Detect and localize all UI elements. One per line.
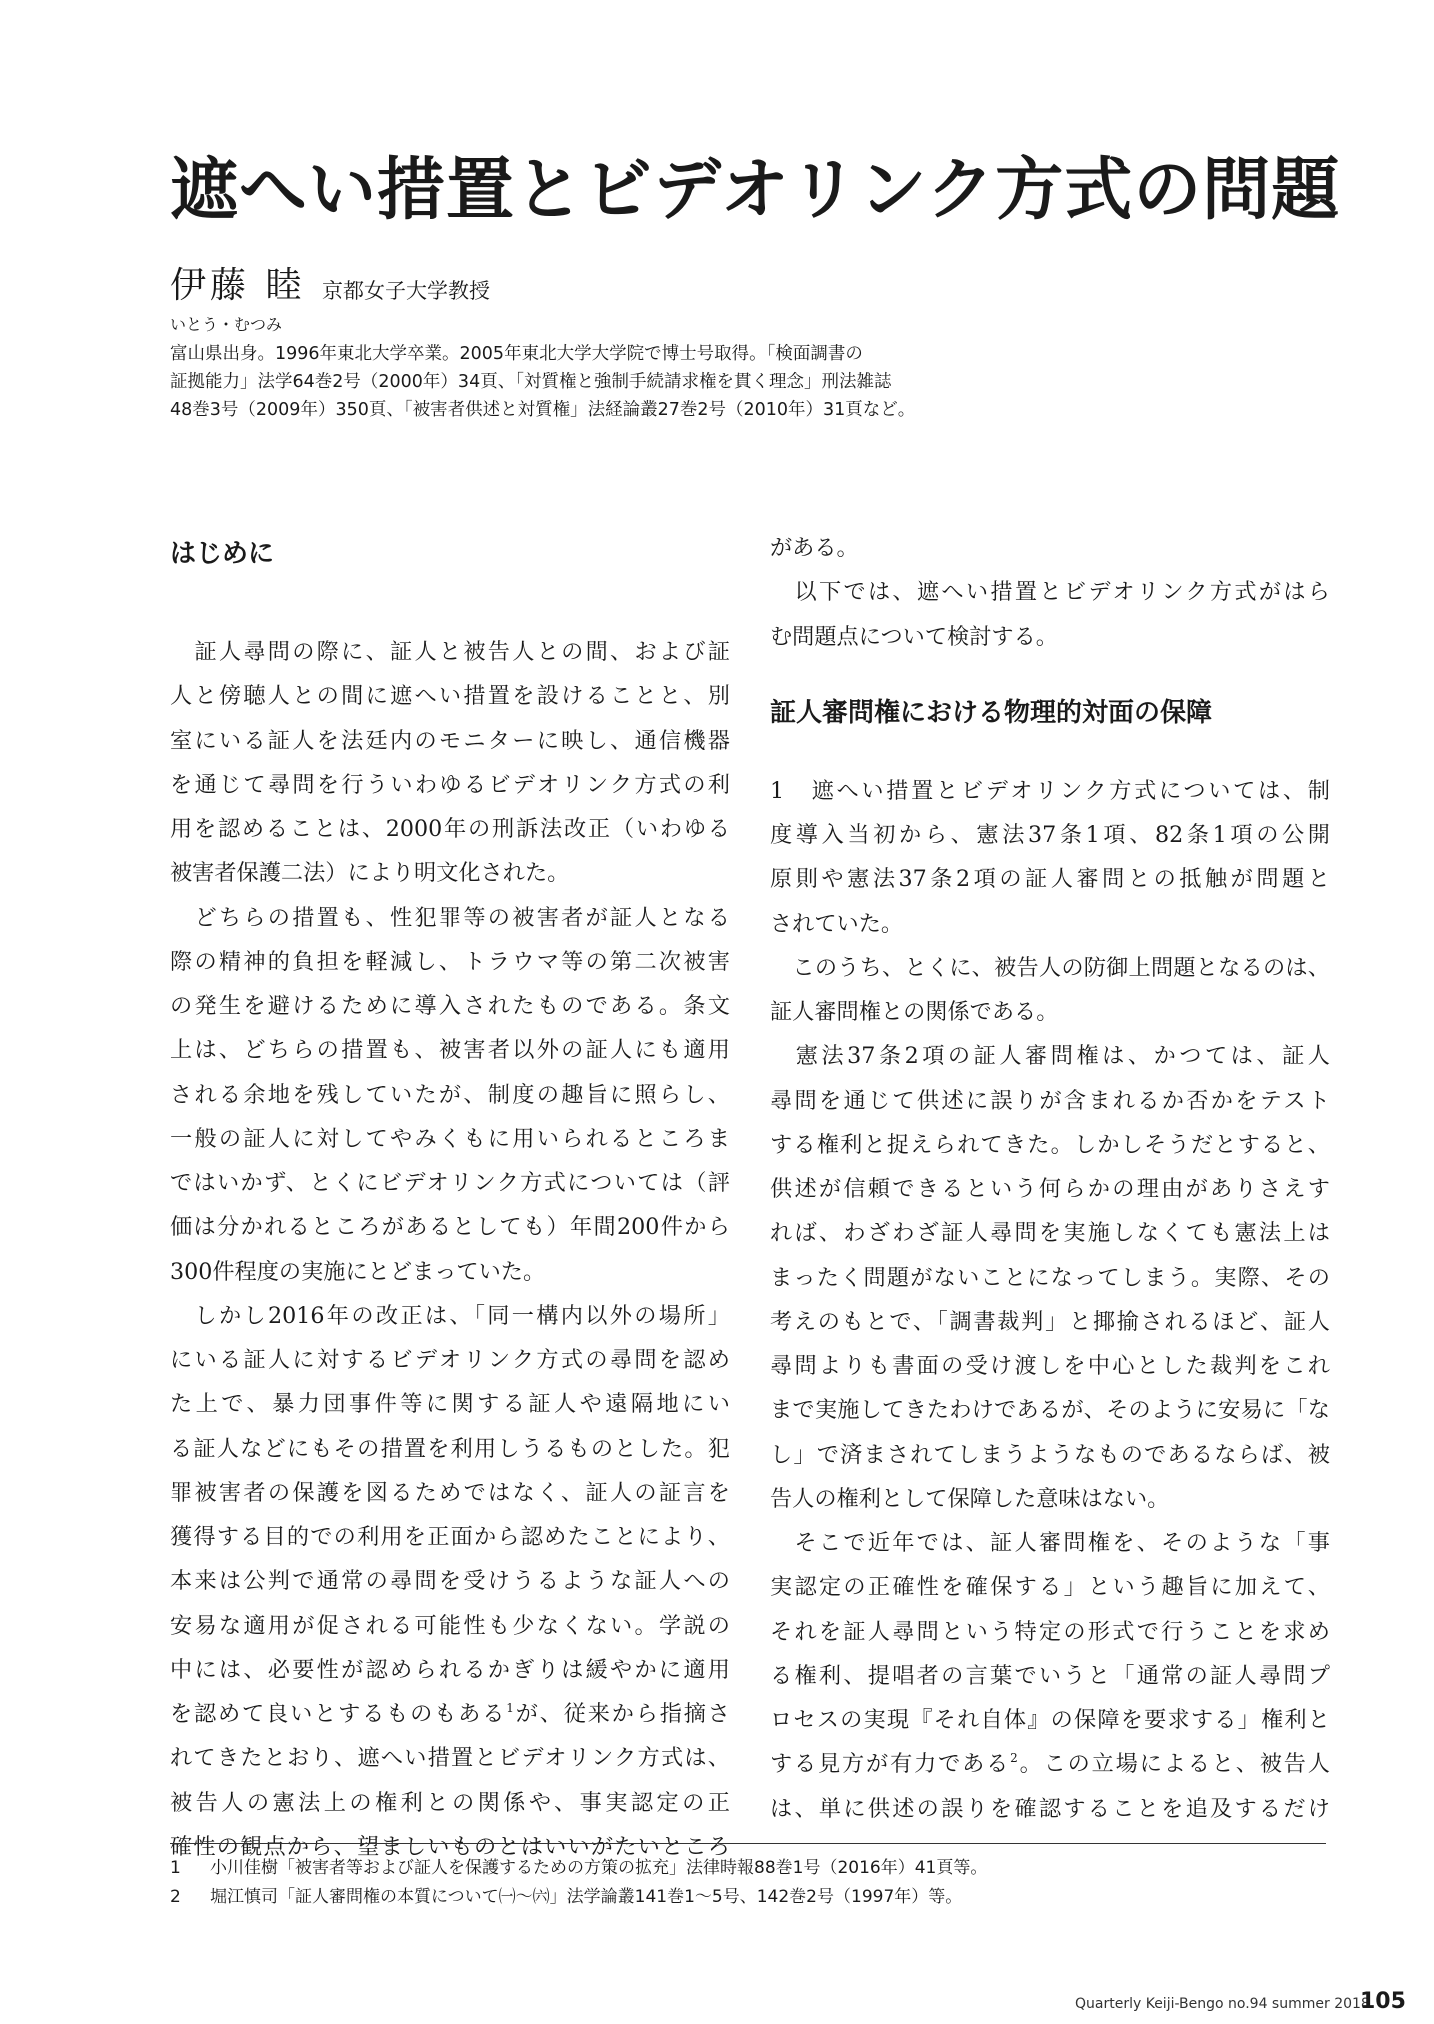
text-line: しかし2016年の改正は、「同一構内以外の場所」 (170, 1302, 730, 1329)
footnote-2 (170, 1883, 1326, 1912)
text-line: 300件程度の実施にとどまっていた。 (170, 1258, 546, 1285)
author-bio-line: 富山県出身。1996年東北大学卒業。2005年東北大学大学院で博士号取得。「検面調書の (170, 344, 863, 364)
paragraph (170, 1294, 730, 1869)
text-line: 際の精神的負担を軽減し、トラウマ等の第二次被害 (170, 948, 730, 975)
text-line: 獲得する目的での利用を正面から認めたことにより、 (170, 1524, 730, 1550)
text-line: 以下では、遮へい措置とビデオリンク方式がはら (770, 579, 1330, 606)
footnote-number: 2 (170, 1887, 181, 1907)
paragraph (770, 1521, 1330, 1831)
paragraph (170, 896, 730, 1294)
text-line: どちらの措置も、性犯罪等の被害者が証人となる (170, 904, 730, 931)
text-line: ではいかず、とくにビデオリンク方式については（評 (170, 1170, 730, 1196)
author-name: 伊藤 睦 (170, 265, 306, 306)
left-column (170, 526, 730, 1869)
text-line: 人と傍聴人との間に遮へい措置を設けることと、別 (170, 683, 730, 710)
text-line: ロセスの実現『それ自体』の保障を要求する」権利と (770, 1707, 1330, 1733)
text-line: まったく問題がないことになってしまう。実際、その (770, 1264, 1330, 1291)
text-line: されていた。 (770, 910, 904, 937)
text-line: 尋問よりも書面の受け渡しを中心とした裁判をこれ (770, 1353, 1330, 1379)
footnote-text: 堀江慎司「証人審問権の本質について㈠〜㈥」法学論叢141巻1〜5号、142巻2号（1997年）等。 (210, 1887, 963, 1907)
text-line: 憲法37条2項の証人審問権は、かつては、証人 (770, 1043, 1330, 1070)
footnote-divider (170, 1843, 1326, 1844)
author-affiliation: 京都女子大学教授 (322, 279, 490, 303)
text-line-with-footnote-ref (770, 1742, 1330, 1786)
page-number: 105 (1360, 1989, 1406, 2014)
text-line: 尋問を通じて供述に誤りが含まれるか否かをテスト (770, 1087, 1330, 1114)
paragraph (770, 1034, 1330, 1521)
text-line: 用を認めることは、2000年の刑訴法改正（いわゆる (170, 816, 730, 842)
paragraph (170, 630, 730, 896)
text-line: そこで近年では、証人審問権を、そのような「事 (770, 1530, 1330, 1556)
text-line: 上は、どちらの措置も、被害者以外の証人にも適用 (170, 1037, 730, 1064)
text-line: このうち、とくに、被告人の防御上問題となるのは、 (770, 954, 1330, 981)
text-line: 中には、必要性が認められるかぎりは緩やかに適用 (170, 1656, 730, 1683)
author-bio-line: 48巻3号（2009年）350頁、「被害者供述と対質権」法経論叢27巻2号（2010年）31頁など。 (170, 400, 916, 420)
footnote-text: 小川佳樹「被害者等および証人を保護するための方策の拡充」法律時報88巻1号（2016年）41頁等。 (210, 1858, 988, 1878)
text-line: を通じて尋問を行ういわゆるビデオリンク方式の利 (170, 771, 730, 798)
text-line: の発生を避けるために導入されたものである。条文 (170, 993, 730, 1019)
text-line: 供述が信頼できるという何らかの理由がありさえす (770, 1176, 1330, 1202)
author-bio (170, 340, 940, 424)
text-fragment: を認めて良いとするものもある (170, 1701, 507, 1727)
text-line: 罪被害者の保護を図るためではなく、証人の証言を (170, 1479, 730, 1506)
text-line: 証人尋問の際に、証人と被告人との間、および証 (170, 639, 730, 665)
text-line: 証人審問権との関係である。 (770, 999, 1059, 1025)
text-line: 確性の観点から、望ましいものとはいいがたいところ (170, 1833, 730, 1860)
footnotes (170, 1854, 1326, 1912)
footnote-1 (170, 1854, 1326, 1883)
text-line: 実認定の正確性を確保する」という趣旨に加えて、 (770, 1574, 1330, 1601)
text-fragment: する見方が有力である (770, 1751, 1011, 1778)
text-line: る証人などにもその措置を利用しうるものとした。犯 (170, 1435, 730, 1462)
author-bio-line: 証拠能力」法学64巻2号（2000年）34頁、「対質権と強制手続請求権を貫く理念」刑法雑誌 (170, 372, 892, 392)
text-line: た上で、暴力団事件等に関する証人や遠隔地にい (170, 1391, 730, 1418)
journal-name: Quarterly Keiji-Bengo no.94 summer 2018 (1075, 1996, 1370, 2012)
author-name-reading: いとう・むつみ (170, 315, 283, 334)
text-line: は、単に供述の誤りを確認することを追及するだけ (770, 1795, 1330, 1822)
right-column (770, 526, 1330, 1831)
paragraph (770, 946, 1330, 1035)
footnote-number: 1 (170, 1858, 181, 1878)
text-line: 度導入当初から、憲法37条1項、82条1項の公開 (770, 822, 1330, 848)
text-line: まで実施してきたわけであるが、そのように安易に「な (770, 1397, 1330, 1424)
text-line: 原則や憲法37条2項の証人審問との抵触が問題と (770, 866, 1330, 893)
section-heading-introduction: はじめに (170, 539, 275, 569)
text-line: れば、わざわざ証人尋問を実施しなくても憲法上は (770, 1220, 1330, 1247)
section-heading-confrontation: 証人審問権における物理的対面の保障 (770, 697, 1213, 728)
footnote-ref-2: 2 (1010, 1751, 1018, 1766)
text-line: する権利と捉えられてきた。しかしそうだとすると、 (770, 1131, 1330, 1158)
text-line: それを証人尋問という特定の形式で行うことを求め (770, 1618, 1330, 1645)
text-line: 告人の権利として保障した意味はない。 (770, 1485, 1170, 1512)
text-line: れてきたとおり、遮へい措置とビデオリンク方式は、 (170, 1745, 730, 1772)
text-line: 被告人の憲法上の権利との関係や、事実認定の正 (170, 1789, 730, 1816)
text-line: 室にいる証人を法廷内のモニターに映し、通信機器 (170, 727, 730, 754)
text-line: 被害者保護二法）により明文化された。 (170, 860, 570, 887)
article-title: 遮へい措置とビデオリンク方式の問題 (170, 151, 1341, 230)
text-fragment: が、従来から指摘さ (513, 1701, 730, 1727)
text-line: る権利、提唱者の言葉でいうと「通常の証人尋問プ (770, 1662, 1330, 1689)
text-line: 本来は公判で通常の尋問を受けうるような証人への (170, 1568, 730, 1595)
text-line: 安易な適用が促される可能性も少なくない。学説の (170, 1612, 730, 1639)
text-line-with-footnote-ref (170, 1692, 730, 1736)
paragraph (770, 769, 1330, 946)
text-fragment: 。この立場によると、被告人 (1017, 1751, 1330, 1778)
text-line: がある。 (770, 535, 859, 561)
text-line: にいる証人に対するビデオリンク方式の尋問を認め (170, 1347, 730, 1373)
text-line: 一般の証人に対してやみくもに用いられるところま (170, 1125, 730, 1152)
text-line: し」で済まされてしまうようなものであるならば、被 (770, 1441, 1330, 1468)
text-line: 価は分かれるところがあるとしても）年間200件から (170, 1214, 730, 1241)
footnote-ref-1: 1 (506, 1701, 514, 1715)
text-line: 1 遮へい措置とビデオリンク方式については、制 (770, 777, 1330, 804)
text-line: 考えのもとで、「調書裁判」と揶揄されるほど、証人 (770, 1308, 1330, 1335)
text-line: む問題点について検討する。 (770, 623, 1058, 650)
text-line: される余地を残していたが、制度の趣旨に照らし、 (170, 1081, 730, 1108)
